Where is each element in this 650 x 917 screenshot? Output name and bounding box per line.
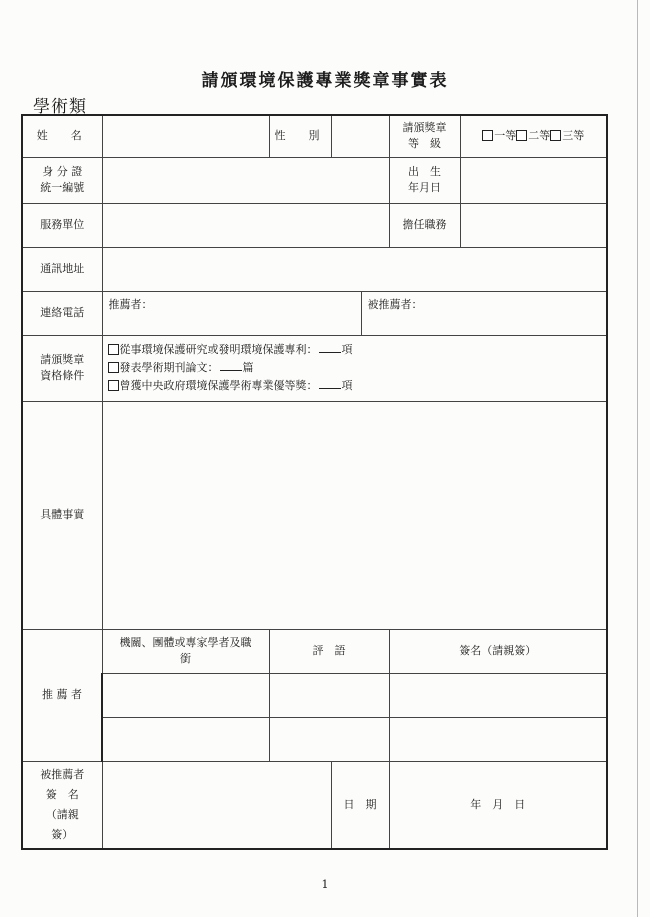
condition-checkbox-papers[interactable]: [108, 362, 119, 373]
name-label: 姓 名: [22, 115, 102, 157]
grade-checkbox-second[interactable]: [516, 130, 527, 141]
address-label: 通訊地址: [22, 247, 102, 291]
row-phone: [22, 291, 607, 335]
recommender-signature-header: 簽名（請親簽）: [389, 629, 607, 673]
facts-label: 具體事實: [22, 401, 102, 629]
grade-option-first[interactable]: 一等: [482, 129, 516, 142]
nominee-phone-field[interactable]: 被推薦者：: [361, 291, 607, 335]
condition-blank-research[interactable]: [319, 343, 341, 353]
category-label: 學術類: [33, 97, 87, 117]
nominee-signature-label-line2: 簽 名: [45, 787, 79, 801]
nominee-signature-label-line1: 被推薦者: [40, 768, 85, 782]
conditions-label: [22, 335, 102, 401]
recommender-comment-header: 評 語: [269, 629, 389, 673]
grade-label-line2: 等 級: [408, 137, 441, 151]
conditions-label-line1: 請頒獎章: [40, 353, 85, 367]
birth-field[interactable]: [460, 157, 607, 203]
grade-label-line1: 請頒獎章: [402, 121, 447, 135]
birth-label: [389, 157, 460, 203]
condition-item-award[interactable]: 曾獲中央政府環境保護學術專業優等獎： 項: [103, 377, 607, 395]
recommender-2-signature-field[interactable]: [389, 717, 607, 761]
grade-option-third[interactable]: 三等: [550, 129, 584, 142]
condition-checkbox-award[interactable]: [108, 380, 119, 391]
date-field[interactable]: 年 月 日: [389, 761, 607, 849]
recommender-2-comment-field[interactable]: [269, 717, 389, 761]
grade-option-second[interactable]: 二等: [516, 129, 550, 142]
birth-label-line2: 年月日: [408, 181, 441, 194]
phone-label: 連絡電話: [22, 291, 102, 335]
row-id: [22, 157, 607, 203]
id-label-line1: 身 分 證: [42, 165, 83, 179]
condition-blank-award[interactable]: [319, 379, 341, 389]
conditions-list: [102, 335, 607, 401]
scan-edge-line: [637, 0, 638, 917]
address-field[interactable]: [102, 247, 607, 291]
recommender-org-header-line2: 銜: [180, 652, 191, 665]
nominee-signature-field[interactable]: [102, 761, 331, 849]
grade-options: [460, 115, 607, 157]
name-field[interactable]: [102, 115, 269, 157]
row-conditions: [22, 335, 607, 401]
condition-item-research[interactable]: 從事環境保護研究或發明環境保護專利： 項: [103, 341, 607, 359]
nominee-signature-label-line3: （請親: [45, 807, 79, 821]
nominee-signature-label: [22, 761, 102, 849]
workplace-label: 服務單位: [22, 203, 102, 247]
recommender-org-header: [102, 629, 269, 673]
grade-checkbox-first[interactable]: [482, 130, 493, 141]
form-title: 請頒環境保護專業獎章事實表: [201, 71, 449, 91]
gender-label: 性 別: [269, 115, 331, 157]
row-facts: [22, 401, 607, 629]
nominee-signature-label-line4: 簽）: [51, 827, 74, 841]
condition-blank-papers[interactable]: [220, 361, 242, 371]
workplace-field[interactable]: [102, 203, 389, 247]
row-recommender-1: [22, 673, 607, 717]
fact-sheet-table: [21, 114, 608, 850]
facts-field[interactable]: [102, 401, 607, 629]
grade-checkbox-third[interactable]: [550, 130, 561, 141]
recommender-1-org-field[interactable]: [102, 673, 269, 717]
recommender-1-comment-field[interactable]: [269, 673, 389, 717]
recommenders-label: 推 薦 者: [22, 629, 102, 761]
gender-field[interactable]: [331, 115, 389, 157]
position-field[interactable]: [460, 203, 607, 247]
page-number: 1: [321, 878, 329, 891]
grade-label: [389, 115, 460, 157]
recommender-1-signature-field[interactable]: [389, 673, 607, 717]
row-name: [22, 115, 607, 157]
recommender-2-org-field[interactable]: [102, 717, 269, 761]
position-label: 擔任職務: [389, 203, 460, 247]
row-address: [22, 247, 607, 291]
row-recommender-header: [22, 629, 607, 673]
id-label: [22, 157, 102, 203]
row-nominee-signature: [22, 761, 607, 849]
row-recommender-2: [22, 717, 607, 761]
id-label-line2: 統一編號: [40, 181, 85, 194]
condition-item-papers[interactable]: 發表學術期刊論文： 篇: [103, 359, 607, 377]
condition-checkbox-research[interactable]: [108, 344, 119, 355]
row-workplace: [22, 203, 607, 247]
conditions-label-line2: 資格條件: [40, 369, 85, 382]
recommender-phone-field[interactable]: 推薦者：: [102, 291, 361, 335]
id-field[interactable]: [102, 157, 389, 203]
recommender-org-header-line1: 機關、團體或專家學者及職: [119, 636, 252, 650]
date-label: 日 期: [331, 761, 389, 849]
birth-label-line1: 出 生: [408, 165, 441, 179]
